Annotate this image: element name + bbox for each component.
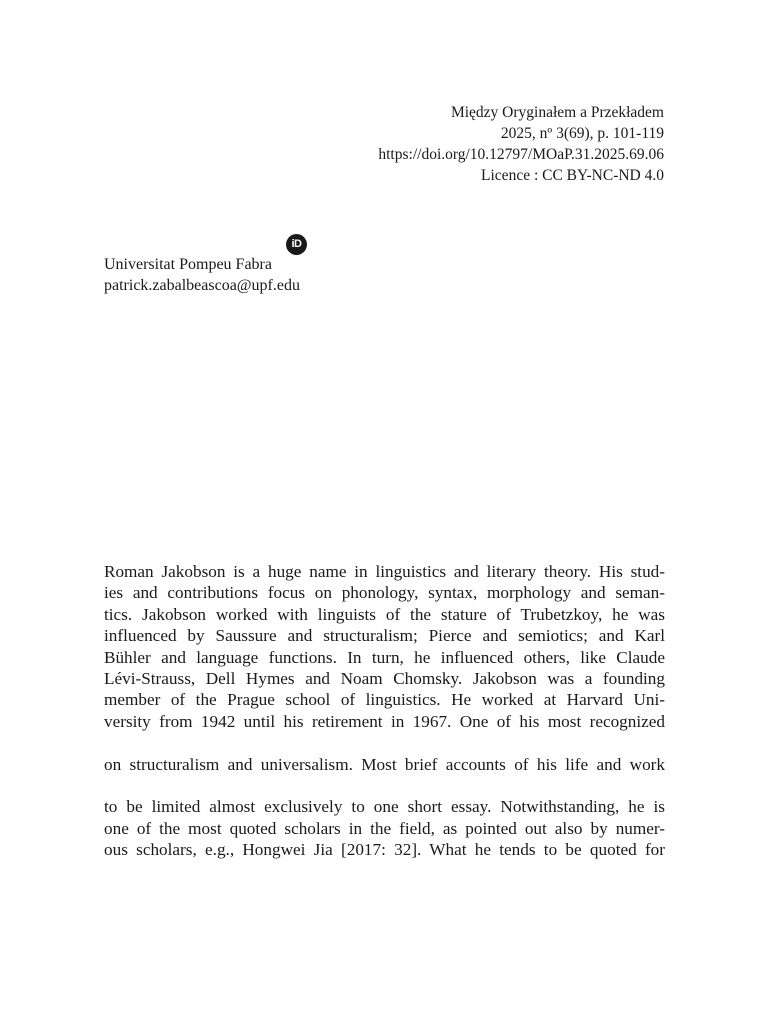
journal-info [378, 102, 664, 186]
text-gap [104, 775, 665, 796]
abstract-line: Lévi-Strauss, Dell Hymes and Noam Chomsky. Jakobson was a founding [104, 668, 665, 688]
abstract-line: tics. Jakobson worked with linguists of the stature of Trubetzkoy, he was [104, 604, 665, 624]
text-gap [104, 732, 665, 753]
abstract-line: Roman Jakobson is a huge name in linguistics and literary theory. His stud- [104, 562, 665, 581]
author-affiliation: Universitat Pompeu Fabra [104, 256, 272, 273]
author-email[interactable]: patrick.zabalbeascoa@upf.edu [104, 277, 300, 294]
abstract-line: influenced by Saussure and structuralism; Pierce and semiotics; and Karl [104, 626, 665, 646]
journal-title: Między Oryginałem a Przekładem [450, 104, 664, 121]
abstract-line: on structuralism and universalism. Most brief accounts of his life and work [104, 754, 665, 774]
doi-link[interactable]: https://doi.org/10.12797/MOaP.31.2025.69.06 [378, 146, 664, 163]
abstract-line: versity from 1942 until his retirement in 1967. One of his most recognized [104, 711, 665, 731]
author-block [104, 254, 300, 296]
abstract-line: Bühler and language functions. In turn, he influenced others, like Claude [104, 647, 665, 667]
abstract-line: member of the Prague school of linguistics. He worked at Harvard Uni- [104, 690, 665, 710]
abstract-line: ous scholars, e.g., Hongwei Jia [2017: 32]. What he tends to be quoted for [104, 840, 665, 860]
journal-issue: 2025, nº 3(69), p. 101-119 [500, 125, 664, 142]
abstract-line: one of the most quoted scholars in the field, as pointed out also by numer- [104, 818, 665, 838]
abstract-text [104, 561, 665, 860]
abstract-line: ies and contributions focus on phonology, syntax, morphology and seman- [104, 583, 665, 603]
orcid-icon[interactable]: iD [286, 234, 307, 255]
licence-text: Licence : CC BY-NC-ND 4.0 [481, 167, 664, 184]
abstract-line: to be limited almost exclusively to one short essay. Notwithstanding, he is [104, 797, 665, 817]
